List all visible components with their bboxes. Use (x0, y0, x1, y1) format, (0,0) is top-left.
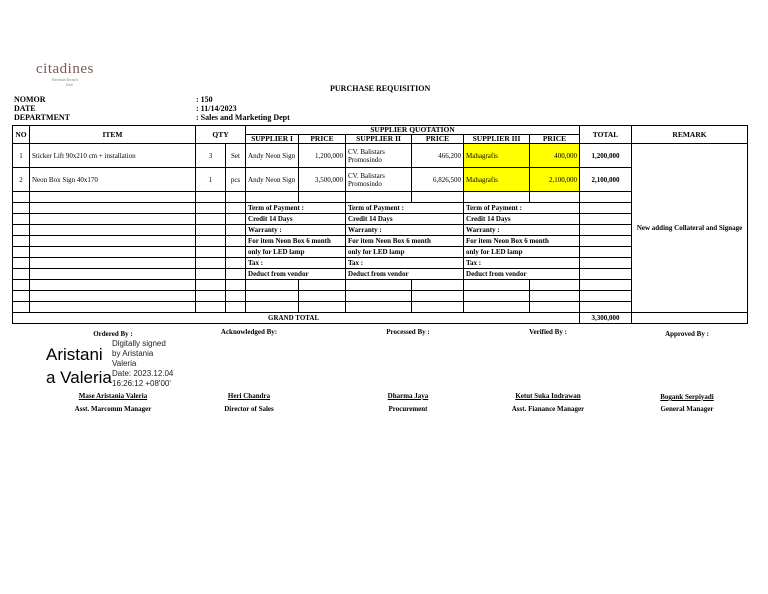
ds-line: Valeria (112, 359, 137, 368)
approved-by-position: General Manager (660, 405, 714, 413)
requisition-table (12, 125, 748, 324)
digital-signature-details (112, 339, 173, 389)
verified-by-name: Ketut Suka Indrawan (515, 392, 581, 400)
terms-s3: Credit 14 Days (464, 214, 580, 225)
terms-s1: Tax : (246, 258, 346, 269)
ds-line: by Aristania (112, 349, 154, 358)
processed-by-name: Dharma Jaya (387, 392, 429, 400)
row-price-1: 3,500,000 (299, 168, 346, 192)
approved-by-label: Approved By : (665, 330, 709, 338)
ds-line: Digitally signed (112, 339, 166, 348)
header-qty: QTY (196, 126, 246, 144)
header-price-2: PRICE (412, 135, 464, 144)
terms-s3: For item Neon Box 6 month (464, 236, 580, 247)
ordered-by-position: Asst. Marcomm Manager (74, 405, 152, 413)
header-remark: REMARK (632, 126, 748, 144)
department-value: : Sales and Marketing Dept (196, 113, 290, 122)
digital-signature-name-2: a Valeria (46, 368, 112, 387)
terms-s2: Term of Payment : (346, 203, 464, 214)
header-supplier-2: SUPPLIER II (346, 135, 412, 144)
verified-by-label: Verified By : (529, 328, 567, 336)
row-supplier-2: CV. Balistars Promosindo (346, 144, 412, 168)
row-unit: pcs (226, 168, 246, 192)
row-supplier-2: CV. Balistars Promosindo (346, 168, 412, 192)
ordered-by-label: Ordered By : (93, 330, 133, 338)
grand-total-value: 3,300,000 (580, 313, 632, 324)
acknowledged-by-name: Heri Chandra (227, 392, 271, 400)
row-price-2: 466,200 (412, 144, 464, 168)
terms-s2: only for LED lamp (346, 247, 464, 258)
row-no: 2 (13, 168, 30, 192)
row-item: Neon Box Sign 40x170 (30, 168, 196, 192)
meta-labels (14, 95, 70, 122)
terms-s1: Deduct from vendor (246, 269, 346, 280)
row-supplier-3: Mahagrafis (464, 144, 530, 168)
row-unit: Set (226, 144, 246, 168)
terms-s3: Warranty : (464, 225, 580, 236)
terms-s2: For item Neon Box 6 month (346, 236, 464, 247)
logo-brand: citadines (36, 61, 94, 77)
meta-values (196, 95, 290, 122)
processed-by-label: Processed By : (386, 328, 430, 336)
row-supplier-1: Andy Neon Sign (246, 144, 299, 168)
grand-total-label: GRAND TOTAL (13, 313, 580, 324)
ordered-by-name: Mase Aristania Valeria (78, 392, 148, 400)
row-supplier-1: Andy Neon Sign (246, 168, 299, 192)
nomor-value: : 150 (196, 95, 213, 104)
terms-s1: Term of Payment : (246, 203, 346, 214)
date-value: : 11/14/2023 (196, 104, 237, 113)
terms-s1: For item Neon Box 6 month (246, 236, 346, 247)
terms-s3: Term of Payment : (464, 203, 580, 214)
row-supplier-3: Mahagrafis (464, 168, 530, 192)
row-price-3: 2,100,000 (530, 168, 580, 192)
header-item: ITEM (30, 126, 196, 144)
date-label: DATE (14, 104, 36, 113)
department-label: DEPARTMENT (14, 113, 71, 122)
remark-cell: New adding Collateral and Signage (632, 144, 748, 313)
logo-sub-1: Berawa Beach (52, 77, 79, 82)
row-price-2: 6,826,500 (412, 168, 464, 192)
document-title: PURCHASE REQUISITION (330, 84, 431, 93)
terms-s2: Credit 14 Days (346, 214, 464, 225)
header-no: NO (13, 126, 30, 144)
row-qty: 1 (196, 168, 226, 192)
header-total: TOTAL (580, 126, 632, 144)
company-logo (36, 62, 116, 87)
logo-sub-2: Bali (66, 82, 73, 87)
header-price-1: PRICE (299, 135, 346, 144)
row-qty: 3 (196, 144, 226, 168)
row-total: 2,100,000 (580, 168, 632, 192)
header-supplier-3: SUPPLIER III (464, 135, 530, 144)
ds-line: Date: 2023.12.04 (112, 369, 174, 378)
row-item: Sticker Lift 90x210 cm + installation (30, 144, 196, 168)
terms-s1: Credit 14 Days (246, 214, 346, 225)
ds-line: 16:26:12 +08'00' (112, 379, 171, 388)
nomor-label: NOMOR (14, 95, 46, 104)
terms-s3: Tax : (464, 258, 580, 269)
acknowledged-by-label: Acknowledged By: (220, 328, 278, 336)
terms-s2: Tax : (346, 258, 464, 269)
header-supplier-quotation: SUPPLIER QUOTATION (246, 126, 580, 135)
terms-s3: Deduct from vendor (464, 269, 580, 280)
acknowledged-by-position: Director of Sales (224, 405, 274, 413)
digital-signature-name-1: Aristani (46, 345, 103, 364)
grand-total-row (13, 313, 748, 324)
verified-by-position: Asst. Fianance Manager (511, 405, 585, 413)
table-row (13, 144, 748, 168)
terms-s1: Warranty : (246, 225, 346, 236)
approved-by-name: Bogank Serpiyadi (660, 393, 714, 401)
terms-s2: Deduct from vendor (346, 269, 464, 280)
row-no: 1 (13, 144, 30, 168)
terms-s3: only for LED lamp (464, 247, 580, 258)
header-supplier-1: SUPPLIER I (246, 135, 299, 144)
processed-by-position: Procurement (388, 405, 428, 413)
header-price-3: PRICE (530, 135, 580, 144)
row-price-1: 1,200,000 (299, 144, 346, 168)
row-price-3: 400,000 (530, 144, 580, 168)
terms-s2: Warranty : (346, 225, 464, 236)
row-total: 1,200,000 (580, 144, 632, 168)
terms-s1: only for LED lamp (246, 247, 346, 258)
